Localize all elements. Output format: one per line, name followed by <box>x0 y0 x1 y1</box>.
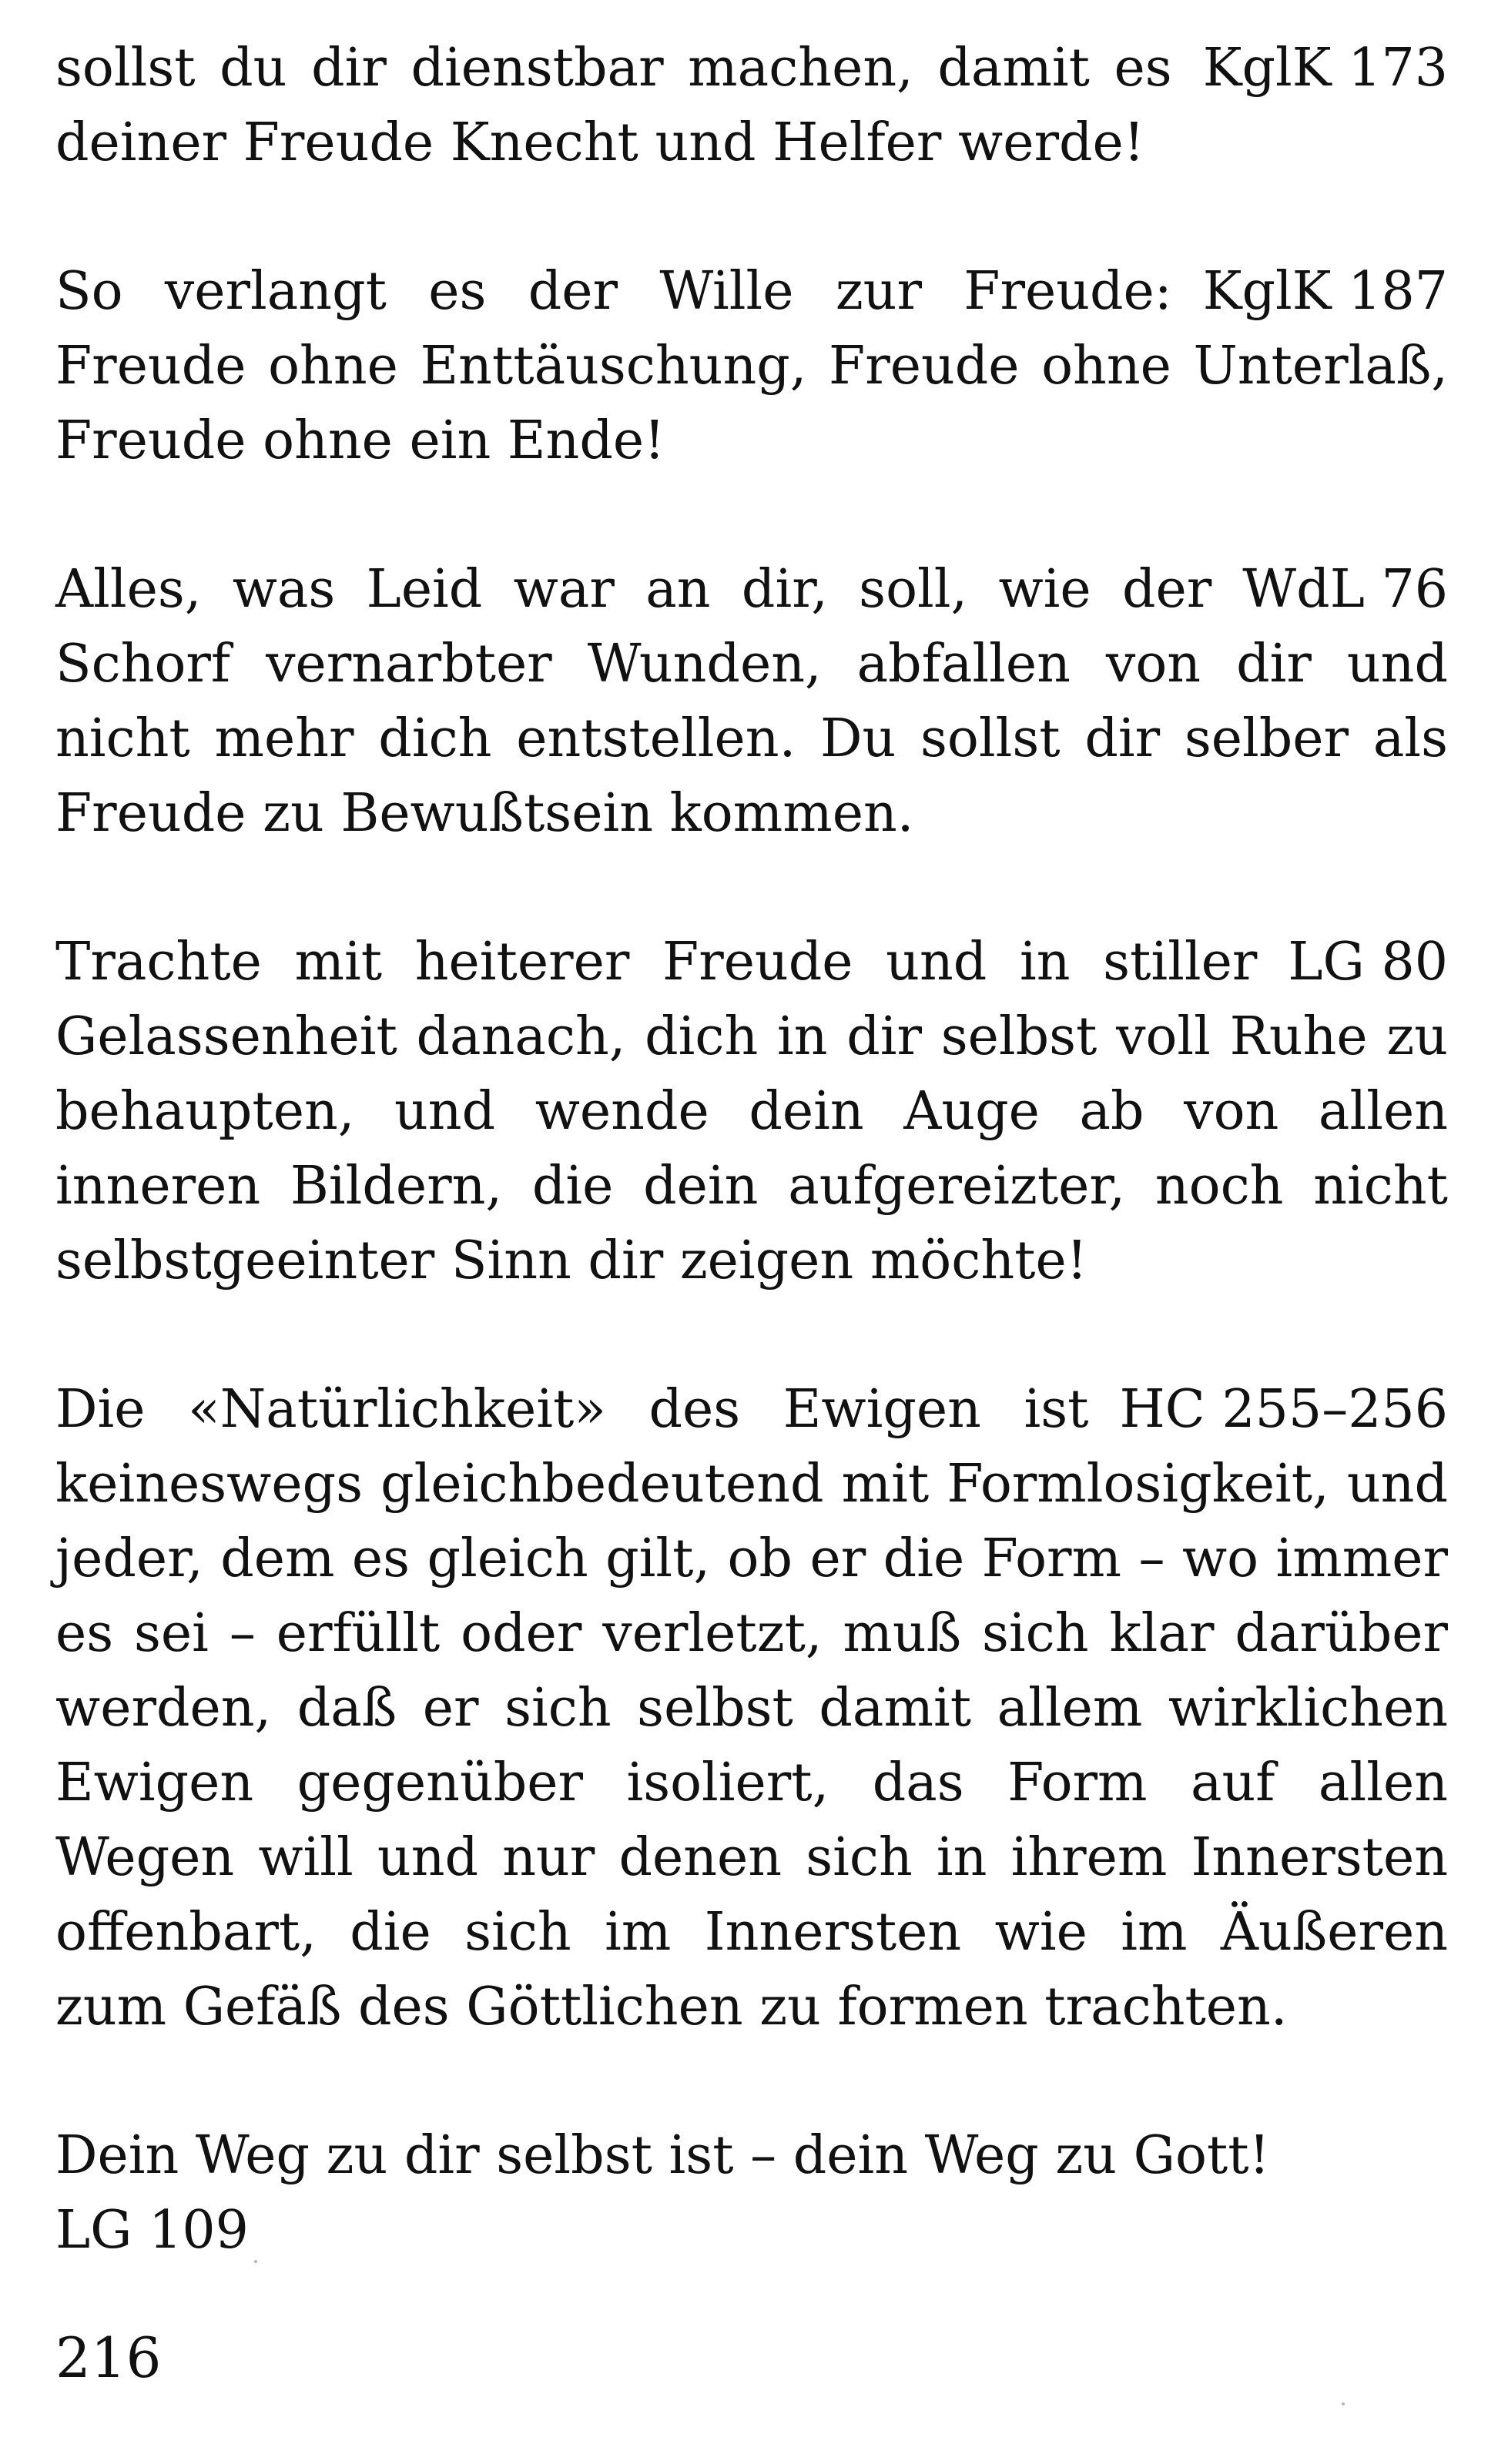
book-page <box>55 31 1448 2268</box>
quote-text: Die «Natürlichkeit» des Ewigen ist keineswegs gleichbedeutend mit Formlosigkeit, und jeder, dem es gleich gilt, ob er die Form – wo immer es sei – erfüllt oder verletzt, muß sich klar darüber werden, daß er sich selbst damit allem wirklichen Ewigen gegenüber isoliert, das Form auf allen Wegen will und nur denen sich in ihrem Innersten offenbart, die sich im Innersten wie im Äußeren zum Gefäß des Göttlichen zu formen trachten. <box>55 1379 1448 2037</box>
source-reference: LG 109 <box>55 2200 249 2261</box>
quote-text: Alles, was Leid war an dir, soll, wie der Schorf vernarbter Wunden, abfallen von dir und nicht mehr dich entstellen. Du sollst dir selber als Freude zu Bewußtsein kommen. <box>55 559 1448 844</box>
quote-text: sollst du dir dienstbar machen, damit es deiner Freude Knecht und Helfer werde! <box>55 38 1172 173</box>
quote-paragraph <box>55 925 1448 1298</box>
source-reference: KglK 173 <box>1202 38 1448 99</box>
quote-text: Dein Weg zu dir selbst ist – dein Weg zu Gott! <box>55 2125 1270 2186</box>
source-reference: LG 80 <box>1288 932 1448 993</box>
source-reference: KglK 187 <box>1202 261 1448 322</box>
source-reference: HC 255–256 <box>1119 1379 1448 1440</box>
quote-paragraph <box>55 254 1448 478</box>
scan-speck <box>254 2260 257 2263</box>
quote-paragraph <box>55 552 1448 851</box>
quote-text: So verlangt es der Wille zur Freude: Freude ohne Enttäuschung, Freude ohne Unterlaß, Freude ohne ein Ende! <box>55 261 1448 471</box>
quote-paragraph <box>55 1372 1448 2044</box>
quote-paragraph <box>55 31 1448 180</box>
scan-speck <box>1342 2402 1345 2405</box>
page-number: 216 <box>55 2325 162 2390</box>
quote-text: Trachte mit heiterer Freude und in stiller Gelassenheit danach, dich in dir selbst voll Ruhe zu behaupten, und wende dein Auge ab von allen inneren Bildern, die dein aufgereizter, noch nicht selbstgeeinter Sinn dir zeigen möchte! <box>55 932 1448 1291</box>
source-reference: WdL 76 <box>1242 559 1448 620</box>
quote-paragraph <box>55 2118 1448 2268</box>
